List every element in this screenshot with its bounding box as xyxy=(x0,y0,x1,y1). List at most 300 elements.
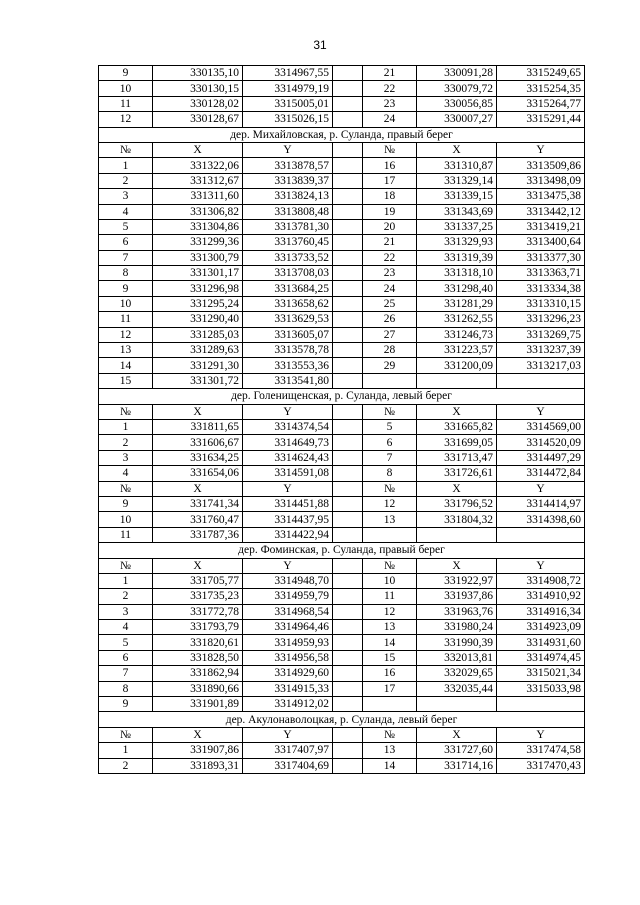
coord-x: 331290,40 xyxy=(153,312,243,327)
point-number: 9 xyxy=(99,697,153,712)
header-x: X xyxy=(417,404,497,419)
coord-x: 331291,30 xyxy=(153,358,243,373)
point-number: 12 xyxy=(363,496,417,511)
spacer-cell xyxy=(333,573,363,588)
coord-y: 3317404,69 xyxy=(243,758,333,773)
spacer-cell xyxy=(333,466,363,481)
coord-y: 3314915,33 xyxy=(243,681,333,696)
column-header-row xyxy=(99,727,585,742)
coord-y: 3315254,35 xyxy=(497,81,585,96)
table-row xyxy=(99,666,585,681)
point-number: 13 xyxy=(363,743,417,758)
table-row xyxy=(99,358,585,373)
coord-y: 3313475,38 xyxy=(497,189,585,204)
table-row xyxy=(99,650,585,665)
coord-x: 331337,25 xyxy=(417,219,497,234)
spacer-cell xyxy=(333,435,363,450)
header-y: Y xyxy=(243,558,333,573)
point-number: 1 xyxy=(99,573,153,588)
point-number: 12 xyxy=(99,327,153,342)
point-number xyxy=(363,697,417,712)
coord-x: 331285,03 xyxy=(153,327,243,342)
coord-x: 331329,93 xyxy=(417,235,497,250)
point-number: 3 xyxy=(99,604,153,619)
table-row xyxy=(99,743,585,758)
coord-x: 331990,39 xyxy=(417,635,497,650)
table-row xyxy=(99,589,585,604)
section-title: дер. Акулонаволоцкая, р. Суланда, левый берег xyxy=(99,712,585,727)
point-number: 1 xyxy=(99,419,153,434)
table-row xyxy=(99,112,585,127)
spacer-cell xyxy=(333,204,363,219)
coord-y: 3313824,13 xyxy=(243,189,333,204)
point-number: 22 xyxy=(363,250,417,265)
coord-y xyxy=(497,527,585,542)
spacer-cell xyxy=(333,327,363,342)
header-number: № xyxy=(363,481,417,496)
coord-y: 3314414,97 xyxy=(497,496,585,511)
coord-x: 330079,72 xyxy=(417,81,497,96)
point-number: 1 xyxy=(99,158,153,173)
table-row xyxy=(99,758,585,773)
coord-y: 3314497,29 xyxy=(497,450,585,465)
spacer-cell xyxy=(333,681,363,696)
spacer-cell xyxy=(333,758,363,773)
coord-x: 331319,39 xyxy=(417,250,497,265)
coord-y: 3313509,86 xyxy=(497,158,585,173)
coord-x: 331329,14 xyxy=(417,173,497,188)
point-number: 6 xyxy=(363,435,417,450)
header-y: Y xyxy=(243,404,333,419)
point-number: 24 xyxy=(363,281,417,296)
point-number: 15 xyxy=(99,373,153,388)
table-row xyxy=(99,450,585,465)
coord-x: 331741,34 xyxy=(153,496,243,511)
spacer-cell xyxy=(333,235,363,250)
point-number: 9 xyxy=(99,66,153,81)
coord-x: 330128,02 xyxy=(153,96,243,111)
coord-y: 3314437,95 xyxy=(243,512,333,527)
coord-y: 3314923,09 xyxy=(497,620,585,635)
coord-y: 3313553,36 xyxy=(243,358,333,373)
coord-y: 3314929,60 xyxy=(243,666,333,681)
spacer-cell xyxy=(333,296,363,311)
table-row xyxy=(99,527,585,542)
table-row xyxy=(99,512,585,527)
coord-x: 331726,61 xyxy=(417,466,497,481)
spacer-cell xyxy=(333,173,363,188)
coord-x: 330056,85 xyxy=(417,96,497,111)
coord-x: 331828,50 xyxy=(153,650,243,665)
spacer-cell xyxy=(333,343,363,358)
point-number: 8 xyxy=(99,266,153,281)
coord-x: 330130,15 xyxy=(153,81,243,96)
coord-y: 3314908,72 xyxy=(497,573,585,588)
coord-x: 331322,06 xyxy=(153,158,243,173)
point-number: 14 xyxy=(99,358,153,373)
header-y: Y xyxy=(243,481,333,496)
coord-x: 331787,36 xyxy=(153,527,243,542)
header-x: X xyxy=(153,142,243,157)
point-number: 27 xyxy=(363,327,417,342)
coord-y: 3314964,46 xyxy=(243,620,333,635)
table-row xyxy=(99,604,585,619)
header-x: X xyxy=(153,481,243,496)
point-number: 8 xyxy=(363,466,417,481)
table-row xyxy=(99,327,585,342)
column-header-row xyxy=(99,558,585,573)
coord-y: 3314398,60 xyxy=(497,512,585,527)
coord-x: 331318,10 xyxy=(417,266,497,281)
spacer-cell xyxy=(333,158,363,173)
point-number: 4 xyxy=(99,620,153,635)
section-title-row xyxy=(99,543,585,558)
header-number: № xyxy=(99,481,153,496)
table-row xyxy=(99,573,585,588)
coord-y: 3314520,09 xyxy=(497,435,585,450)
coord-y: 3313605,07 xyxy=(243,327,333,342)
point-number: 5 xyxy=(99,219,153,234)
coord-y: 3317470,43 xyxy=(497,758,585,773)
header-x: X xyxy=(153,727,243,742)
spacer-cell xyxy=(333,743,363,758)
coord-y: 3313808,48 xyxy=(243,204,333,219)
header-number: № xyxy=(363,142,417,157)
coord-x: 331705,77 xyxy=(153,573,243,588)
coord-x: 331634,25 xyxy=(153,450,243,465)
section-title: дер. Голенищенская, р. Суланда, левый берег xyxy=(99,389,585,404)
coord-y: 3314956,58 xyxy=(243,650,333,665)
coord-x: 331727,60 xyxy=(417,743,497,758)
coord-y: 3313237,39 xyxy=(497,343,585,358)
column-header-row xyxy=(99,142,585,157)
point-number: 22 xyxy=(363,81,417,96)
table-row xyxy=(99,219,585,234)
coord-y: 3313363,71 xyxy=(497,266,585,281)
coord-y: 3313541,80 xyxy=(243,373,333,388)
spacer-cell xyxy=(333,512,363,527)
spacer-cell xyxy=(333,496,363,511)
point-number: 17 xyxy=(363,173,417,188)
coord-y: 3315021,34 xyxy=(497,666,585,681)
header-y: Y xyxy=(497,404,585,419)
coord-y: 3313629,53 xyxy=(243,312,333,327)
table-row xyxy=(99,250,585,265)
header-x: X xyxy=(417,142,497,157)
table-row xyxy=(99,281,585,296)
table-row xyxy=(99,235,585,250)
table-row xyxy=(99,158,585,173)
coord-x: 331311,60 xyxy=(153,189,243,204)
point-number: 12 xyxy=(363,604,417,619)
table-row xyxy=(99,81,585,96)
point-number: 13 xyxy=(363,512,417,527)
coord-x: 331289,63 xyxy=(153,343,243,358)
point-number: 24 xyxy=(363,112,417,127)
coord-y: 3314931,60 xyxy=(497,635,585,650)
coord-y: 3314959,93 xyxy=(243,635,333,650)
point-number: 8 xyxy=(99,681,153,696)
point-number: 16 xyxy=(363,158,417,173)
header-number: № xyxy=(99,142,153,157)
coord-y: 3314974,45 xyxy=(497,650,585,665)
header-y: Y xyxy=(497,558,585,573)
point-number: 4 xyxy=(99,466,153,481)
coord-y: 3314591,08 xyxy=(243,466,333,481)
coord-x: 330128,67 xyxy=(153,112,243,127)
coord-y: 3313310,15 xyxy=(497,296,585,311)
coord-x: 332029,65 xyxy=(417,666,497,681)
table-row xyxy=(99,96,585,111)
coord-x: 331793,79 xyxy=(153,620,243,635)
coord-x: 331890,66 xyxy=(153,681,243,696)
coord-x: 331606,67 xyxy=(153,435,243,450)
header-x: X xyxy=(417,558,497,573)
coord-y: 3314374,54 xyxy=(243,419,333,434)
coord-y: 3313498,09 xyxy=(497,173,585,188)
point-number: 15 xyxy=(363,650,417,665)
header-y: Y xyxy=(497,727,585,742)
coord-y: 3317474,58 xyxy=(497,743,585,758)
point-number: 2 xyxy=(99,758,153,773)
spacer-cell xyxy=(333,219,363,234)
point-number: 23 xyxy=(363,266,417,281)
header-y: Y xyxy=(497,481,585,496)
header-number: № xyxy=(99,727,153,742)
point-number: 10 xyxy=(363,573,417,588)
coord-x: 331963,76 xyxy=(417,604,497,619)
coord-x: 331714,16 xyxy=(417,758,497,773)
spacer-cell xyxy=(333,373,363,388)
table-row xyxy=(99,296,585,311)
spacer-cell xyxy=(333,189,363,204)
coord-x: 331339,15 xyxy=(417,189,497,204)
table-row xyxy=(99,66,585,81)
table-row xyxy=(99,373,585,388)
point-number: 20 xyxy=(363,219,417,234)
coord-y: 3317407,97 xyxy=(243,743,333,758)
coord-y: 3313878,57 xyxy=(243,158,333,173)
spacer-cell xyxy=(333,96,363,111)
coord-x xyxy=(417,697,497,712)
table-row xyxy=(99,419,585,434)
point-number: 6 xyxy=(99,235,153,250)
section-title-row xyxy=(99,712,585,727)
spacer-cell xyxy=(333,604,363,619)
coord-y: 3314422,94 xyxy=(243,527,333,542)
coord-y: 3313839,37 xyxy=(243,173,333,188)
point-number: 26 xyxy=(363,312,417,327)
coord-x: 331262,55 xyxy=(417,312,497,327)
header-x: X xyxy=(153,404,243,419)
coord-x: 331200,09 xyxy=(417,358,497,373)
coord-x: 331937,86 xyxy=(417,589,497,604)
table-row xyxy=(99,620,585,635)
point-number: 10 xyxy=(99,81,153,96)
spacer-cell xyxy=(333,727,363,742)
coord-y: 3313578,78 xyxy=(243,343,333,358)
table-row xyxy=(99,697,585,712)
point-number: 28 xyxy=(363,343,417,358)
point-number: 7 xyxy=(363,450,417,465)
table-row xyxy=(99,343,585,358)
point-number: 3 xyxy=(99,189,153,204)
coord-x: 331299,36 xyxy=(153,235,243,250)
header-x: X xyxy=(417,481,497,496)
coord-y: 3313442,12 xyxy=(497,204,585,219)
point-number xyxy=(363,527,417,542)
coord-y: 3315264,77 xyxy=(497,96,585,111)
coord-y: 3314910,92 xyxy=(497,589,585,604)
coord-x: 331862,94 xyxy=(153,666,243,681)
point-number: 17 xyxy=(363,681,417,696)
coord-y: 3313377,30 xyxy=(497,250,585,265)
coord-x: 332013,81 xyxy=(417,650,497,665)
point-number: 23 xyxy=(363,96,417,111)
point-number: 21 xyxy=(363,235,417,250)
point-number: 5 xyxy=(99,635,153,650)
point-number: 10 xyxy=(99,296,153,311)
coord-x: 331281,29 xyxy=(417,296,497,311)
point-number xyxy=(363,373,417,388)
coord-y: 3314912,02 xyxy=(243,697,333,712)
coord-y: 3314649,73 xyxy=(243,435,333,450)
coord-x: 331223,57 xyxy=(417,343,497,358)
header-number: № xyxy=(363,404,417,419)
coord-y: 3314916,34 xyxy=(497,604,585,619)
coord-y: 3315249,65 xyxy=(497,66,585,81)
coord-x xyxy=(417,373,497,388)
coord-y: 3315026,15 xyxy=(243,112,333,127)
point-number: 10 xyxy=(99,512,153,527)
coord-x: 331760,47 xyxy=(153,512,243,527)
coord-x: 331735,23 xyxy=(153,589,243,604)
point-number: 9 xyxy=(99,496,153,511)
coord-y: 3313708,03 xyxy=(243,266,333,281)
coord-x: 331304,86 xyxy=(153,219,243,234)
point-number: 11 xyxy=(99,312,153,327)
coord-y: 3313269,75 xyxy=(497,327,585,342)
coord-x: 331310,87 xyxy=(417,158,497,173)
coord-y: 3315005,01 xyxy=(243,96,333,111)
coord-x: 331296,98 xyxy=(153,281,243,296)
coordinates-table xyxy=(98,65,585,774)
point-number: 29 xyxy=(363,358,417,373)
coord-y: 3314472,84 xyxy=(497,466,585,481)
coord-y: 3313684,25 xyxy=(243,281,333,296)
coord-x: 331713,47 xyxy=(417,450,497,465)
coord-y: 3313419,21 xyxy=(497,219,585,234)
header-number: № xyxy=(363,558,417,573)
point-number: 12 xyxy=(99,112,153,127)
spacer-cell xyxy=(333,589,363,604)
coord-x: 330091,28 xyxy=(417,66,497,81)
coord-x: 331301,17 xyxy=(153,266,243,281)
spacer-cell xyxy=(333,266,363,281)
spacer-cell xyxy=(333,635,363,650)
spacer-cell xyxy=(333,650,363,665)
spacer-cell xyxy=(333,450,363,465)
header-number: № xyxy=(363,727,417,742)
header-y: Y xyxy=(243,727,333,742)
table-row xyxy=(99,435,585,450)
coord-x: 331820,61 xyxy=(153,635,243,650)
column-header-row xyxy=(99,481,585,496)
header-y: Y xyxy=(243,142,333,157)
point-number: 18 xyxy=(363,189,417,204)
coord-y: 3314624,43 xyxy=(243,450,333,465)
coord-x xyxy=(417,527,497,542)
table-row xyxy=(99,266,585,281)
coord-x: 331654,06 xyxy=(153,466,243,481)
point-number: 16 xyxy=(363,666,417,681)
point-number: 25 xyxy=(363,296,417,311)
coord-y: 3313217,03 xyxy=(497,358,585,373)
coord-x: 330135,10 xyxy=(153,66,243,81)
table-row xyxy=(99,312,585,327)
point-number: 7 xyxy=(99,250,153,265)
coord-x: 331699,05 xyxy=(417,435,497,450)
column-header-row xyxy=(99,404,585,419)
spacer-cell xyxy=(333,419,363,434)
coord-x: 332035,44 xyxy=(417,681,497,696)
coord-x: 331343,69 xyxy=(417,204,497,219)
coord-x: 331901,89 xyxy=(153,697,243,712)
table-row xyxy=(99,189,585,204)
header-x: X xyxy=(417,727,497,742)
header-y: Y xyxy=(497,142,585,157)
coord-y: 3313760,45 xyxy=(243,235,333,250)
point-number: 2 xyxy=(99,173,153,188)
spacer-cell xyxy=(333,312,363,327)
coord-y: 3314979,19 xyxy=(243,81,333,96)
coord-x: 331298,40 xyxy=(417,281,497,296)
table-row xyxy=(99,681,585,696)
point-number: 19 xyxy=(363,204,417,219)
point-number: 11 xyxy=(363,589,417,604)
coord-x: 331300,79 xyxy=(153,250,243,265)
coord-x: 331306,82 xyxy=(153,204,243,219)
point-number: 13 xyxy=(99,343,153,358)
coord-y: 3315291,44 xyxy=(497,112,585,127)
coord-y: 3313296,23 xyxy=(497,312,585,327)
coord-y: 3313781,30 xyxy=(243,219,333,234)
spacer-cell xyxy=(333,558,363,573)
coord-x: 331295,24 xyxy=(153,296,243,311)
point-number: 9 xyxy=(99,281,153,296)
coord-y xyxy=(497,373,585,388)
section-title: дер. Михайловская, р. Суланда, правый берег xyxy=(99,127,585,142)
point-number: 21 xyxy=(363,66,417,81)
coord-y: 3314967,55 xyxy=(243,66,333,81)
point-number: 6 xyxy=(99,650,153,665)
point-number: 14 xyxy=(363,635,417,650)
coord-y: 3314451,88 xyxy=(243,496,333,511)
coord-y: 3315033,98 xyxy=(497,681,585,696)
table-row xyxy=(99,496,585,511)
coord-y: 3314959,79 xyxy=(243,589,333,604)
coord-x: 331893,31 xyxy=(153,758,243,773)
coord-x: 331312,67 xyxy=(153,173,243,188)
coord-y: 3313658,62 xyxy=(243,296,333,311)
spacer-cell xyxy=(333,81,363,96)
point-number: 14 xyxy=(363,758,417,773)
table-row xyxy=(99,635,585,650)
spacer-cell xyxy=(333,66,363,81)
section-title-row xyxy=(99,127,585,142)
coord-x: 330007,27 xyxy=(417,112,497,127)
coord-x: 331980,24 xyxy=(417,620,497,635)
